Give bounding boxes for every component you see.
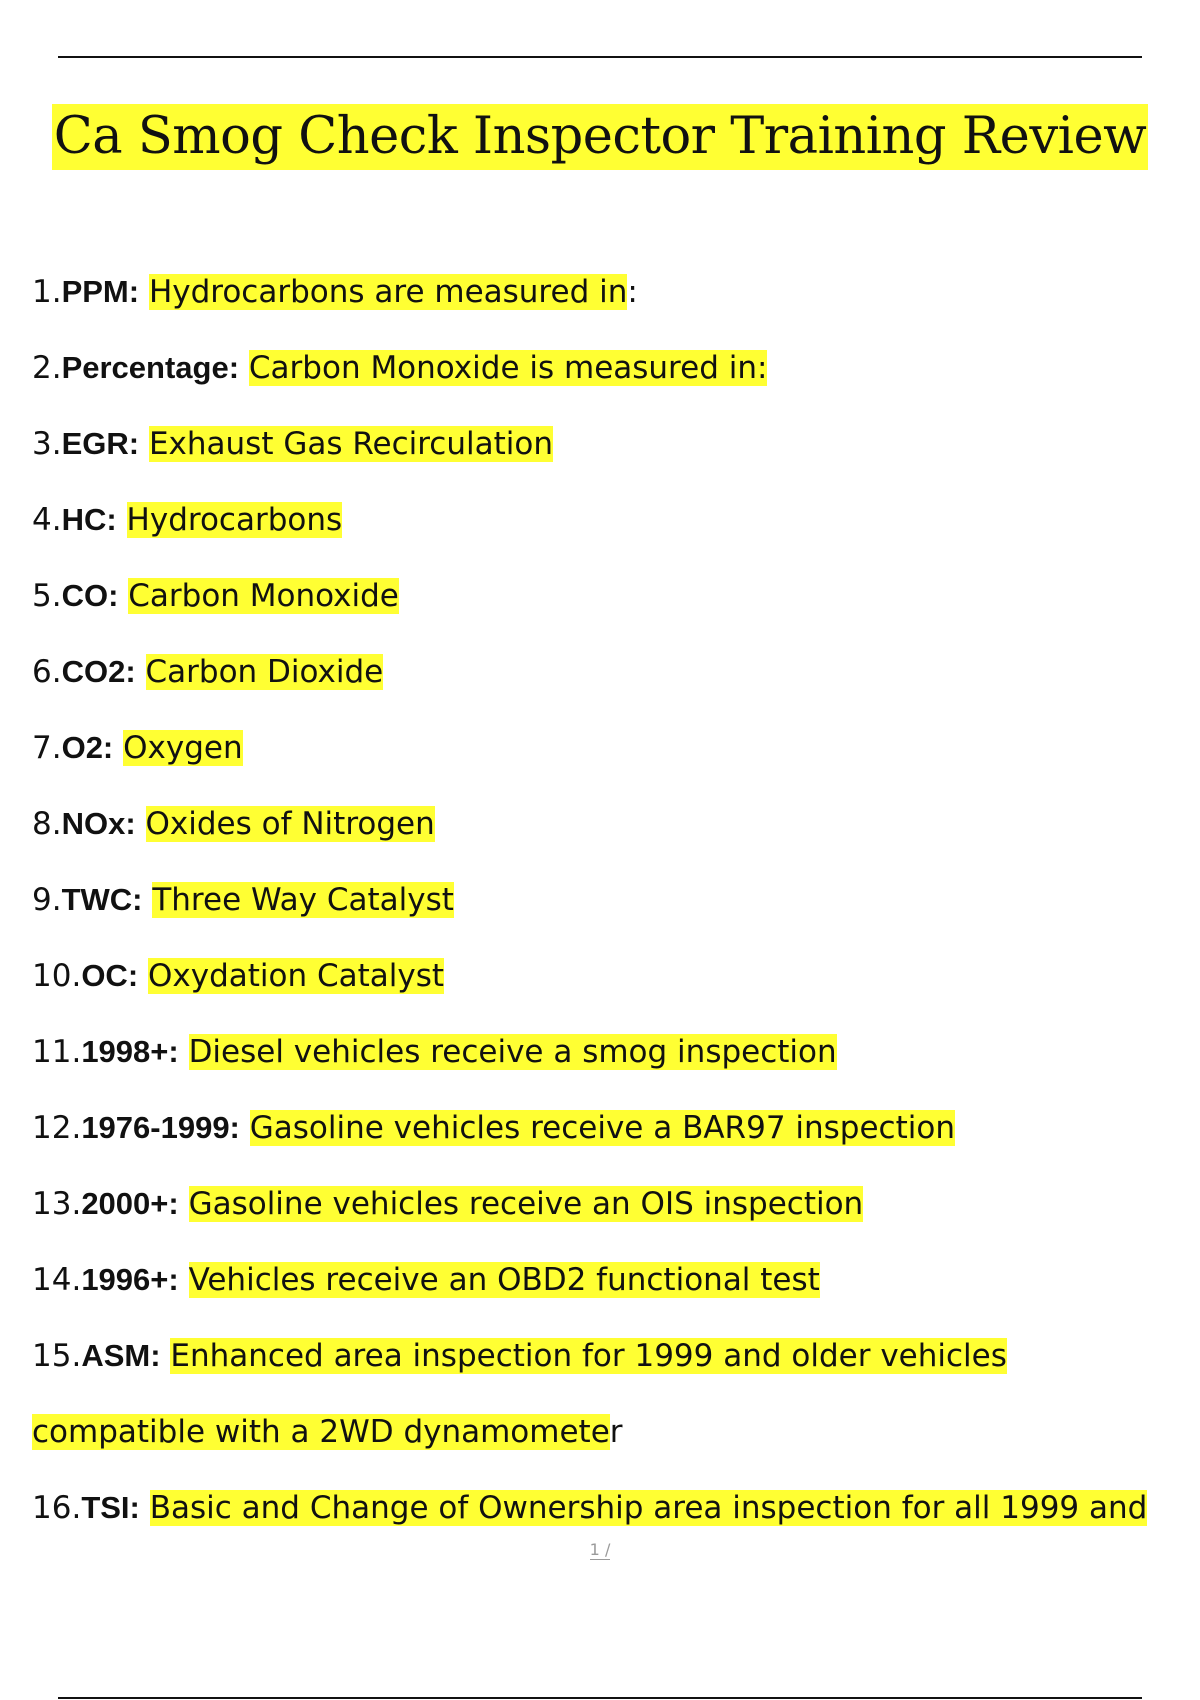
- item-number: 13.: [32, 1186, 82, 1222]
- item-tail: r: [609, 1414, 623, 1450]
- item-term: Percentage:: [61, 350, 240, 385]
- list-item: [32, 1104, 1198, 1180]
- list-item: [32, 420, 1198, 496]
- list-item: [32, 1028, 1198, 1104]
- item-definition: Oxygen: [123, 730, 243, 766]
- item-definition: Carbon Monoxide: [128, 578, 399, 614]
- item-term: CO:: [61, 578, 119, 613]
- item-term: 1996+:: [81, 1262, 179, 1297]
- item-number: 15.: [32, 1338, 82, 1374]
- item-definition: Gasoline vehicles receive a BAR97 inspection: [249, 1110, 955, 1146]
- item-term: 1976-1999:: [81, 1110, 240, 1145]
- item-definition: Enhanced area inspection for 1999 and older vehicles: [170, 1338, 1007, 1374]
- item-term: TWC:: [61, 882, 143, 917]
- list-item: [32, 1256, 1198, 1332]
- item-definition: Hydrocarbons are measured in: [148, 274, 628, 310]
- item-term: EGR:: [61, 426, 140, 461]
- item-term: PPM:: [61, 274, 140, 309]
- list-item: [32, 724, 1198, 800]
- item-number: 14.: [32, 1262, 82, 1298]
- list-item-continuation: [32, 1408, 1198, 1484]
- item-term: O2:: [61, 730, 114, 765]
- item-definition: Carbon Monoxide is measured in:: [248, 350, 768, 386]
- item-definition: Diesel vehicles receive a smog inspection: [188, 1034, 837, 1070]
- item-tail: :: [627, 274, 638, 310]
- item-term: HC:: [61, 502, 117, 537]
- title-block: [0, 104, 1200, 170]
- document-title: Ca Smog Check Inspector Training Review: [52, 104, 1149, 170]
- item-number: 10.: [32, 958, 82, 994]
- item-definition: Three Way Catalyst: [152, 882, 454, 918]
- list-item: [32, 800, 1198, 876]
- item-term: NOx:: [61, 806, 136, 841]
- list-item: [32, 648, 1198, 724]
- item-term: 2000+:: [81, 1186, 179, 1221]
- page-number: [0, 1540, 1200, 1559]
- page-number-label: 1 /: [589, 1540, 611, 1559]
- list-item: [32, 876, 1198, 952]
- list-item: [32, 1332, 1198, 1408]
- item-definition: Exhaust Gas Recirculation: [148, 426, 553, 462]
- item-number: 12.: [32, 1110, 82, 1146]
- item-definition: Oxides of Nitrogen: [145, 806, 435, 842]
- item-definition: compatible with a 2WD dynamomete: [32, 1414, 610, 1450]
- qa-list: [32, 268, 1198, 1560]
- item-term: CO2:: [61, 654, 136, 689]
- top-rule: [58, 56, 1142, 58]
- item-number: 8.: [32, 806, 62, 842]
- item-number: 11.: [32, 1034, 82, 1070]
- item-term: 1998+:: [81, 1034, 179, 1069]
- item-term: TSI:: [81, 1490, 140, 1525]
- list-item: [32, 496, 1198, 572]
- list-item: [32, 952, 1198, 1028]
- item-number: 4.: [32, 502, 62, 538]
- item-definition: Carbon Dioxide: [145, 654, 384, 690]
- item-number: 7.: [32, 730, 62, 766]
- item-number: 16.: [32, 1490, 82, 1526]
- list-item: [32, 344, 1198, 420]
- list-item: [32, 268, 1198, 344]
- item-number: 2.: [32, 350, 62, 386]
- item-definition: Vehicles receive an OBD2 functional test: [188, 1262, 820, 1298]
- item-term: ASM:: [81, 1338, 161, 1373]
- list-item: [32, 572, 1198, 648]
- item-number: 9.: [32, 882, 62, 918]
- item-definition: Gasoline vehicles receive an OIS inspection: [188, 1186, 864, 1222]
- item-number: 1.: [32, 274, 62, 310]
- item-number: 6.: [32, 654, 62, 690]
- item-definition: Hydrocarbons: [126, 502, 343, 538]
- list-item: [32, 1180, 1198, 1256]
- item-number: 5.: [32, 578, 62, 614]
- item-term: OC:: [81, 958, 139, 993]
- item-definition: Oxydation Catalyst: [148, 958, 445, 994]
- item-definition: Basic and Change of Ownership area inspection for all 1999 and: [149, 1490, 1148, 1526]
- bottom-rule: [58, 1697, 1142, 1699]
- item-number: 3.: [32, 426, 62, 462]
